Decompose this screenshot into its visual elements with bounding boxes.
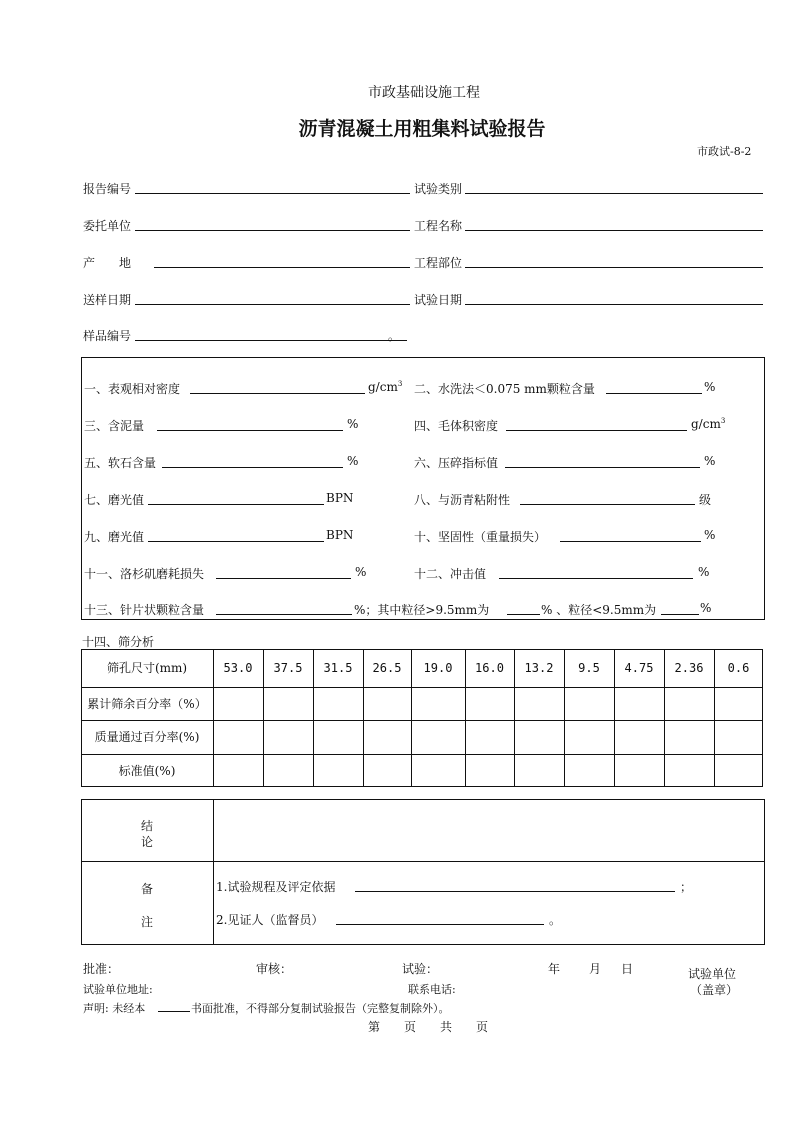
- item-3-field[interactable]: [157, 430, 343, 431]
- declaration-start: 声明: 未经本: [83, 1002, 146, 1015]
- page-counter: 第 页 共 页: [368, 1020, 489, 1034]
- sieve-data-cell[interactable]: [213, 687, 263, 720]
- sieve-size-cell: 13.2: [524, 661, 554, 675]
- item-11-unit: %: [355, 565, 367, 579]
- note-1-label: 1.试验规程及评定依据: [216, 880, 336, 894]
- sieve-data-cell[interactable]: [213, 720, 263, 754]
- item-3-unit: %: [347, 417, 359, 431]
- sieve-data-cell[interactable]: [564, 720, 614, 754]
- item-1-unit: [368, 380, 402, 394]
- sieve-size-cell: 26.5: [372, 661, 402, 675]
- sieve-data-cell[interactable]: [465, 754, 514, 787]
- sieve-data-cell[interactable]: [514, 720, 564, 754]
- sieve-data-cell[interactable]: [213, 754, 263, 787]
- sieve-data-cell[interactable]: [363, 720, 411, 754]
- sieve-data-cell[interactable]: [411, 687, 465, 720]
- project-name-field[interactable]: [465, 230, 763, 231]
- item-3-label: 三、含泥量: [84, 419, 145, 433]
- item-2-field[interactable]: [606, 393, 702, 394]
- sieve-data-cell[interactable]: [514, 754, 564, 787]
- sample-no-label: 样品编号: [83, 329, 132, 343]
- sieve-data-cell[interactable]: [614, 720, 664, 754]
- note-2-field[interactable]: [336, 924, 544, 925]
- item-7-unit: BPN: [326, 491, 354, 505]
- item-9-unit: BPN: [326, 528, 354, 542]
- sample-no-field[interactable]: [135, 340, 407, 341]
- sieve-size-cell: 9.5: [578, 661, 600, 675]
- sieve-data-cell[interactable]: [564, 687, 614, 720]
- item-4-field[interactable]: [506, 430, 687, 431]
- sieve-data-cell[interactable]: [564, 754, 614, 787]
- item-10-label: 十、坚固性（重量损失）: [414, 530, 547, 544]
- item-13-mid: %；其中粒径>9.5mm为: [354, 603, 490, 617]
- sieve-data-cell[interactable]: [664, 720, 714, 754]
- item-13-mid2: % 、粒径<9.5mm为: [541, 603, 657, 617]
- remark-label-2: 注: [141, 915, 154, 929]
- note-1-field[interactable]: [355, 891, 675, 892]
- sieve-row-label: 筛孔尺寸(mm): [106, 661, 188, 675]
- item-6-unit: %: [704, 454, 716, 468]
- item-6-label: 六、压碎指标值: [414, 456, 499, 470]
- remark-label-1: 备: [141, 882, 154, 896]
- item-13-field[interactable]: [216, 614, 352, 615]
- sieve-data-cell[interactable]: [263, 687, 313, 720]
- item-8-field[interactable]: [520, 504, 695, 505]
- item-13-label: 十三、针片状颗粒含量: [84, 603, 205, 617]
- sieve-data-cell[interactable]: [714, 754, 763, 787]
- sieve-row-label: 质量通过百分率(%): [94, 730, 200, 744]
- address-label: 试验单位地址:: [83, 983, 153, 996]
- review-label: 审核：: [256, 962, 293, 976]
- project-name-label: 工程名称: [414, 219, 463, 233]
- client-label: 委托单位: [83, 219, 132, 233]
- test-type-field[interactable]: [465, 193, 763, 194]
- sieve-data-cell[interactable]: [411, 754, 465, 787]
- item-4-label: 四、毛体积密度: [414, 419, 499, 433]
- project-part-field[interactable]: [465, 267, 763, 268]
- sieve-size-cell: 19.0: [423, 661, 453, 675]
- sieve-data-cell[interactable]: [614, 754, 664, 787]
- test-date-label: 试验日期: [414, 293, 463, 307]
- year-label: 年: [548, 962, 561, 976]
- sieve-row-label: 标准值(%): [118, 763, 176, 778]
- sample-date-field[interactable]: [135, 304, 410, 305]
- item-2-unit: %: [704, 380, 716, 394]
- sieve-size-cell: 37.5: [273, 661, 303, 675]
- sieve-data-cell[interactable]: [313, 754, 363, 787]
- sieve-data-cell[interactable]: [263, 754, 313, 787]
- sieve-size-cell: 4.75: [624, 661, 654, 675]
- sieve-data-cell[interactable]: [313, 687, 363, 720]
- sieve-size-cell: 16.0: [475, 661, 504, 675]
- month-label: 月: [589, 962, 602, 976]
- sieve-data-cell[interactable]: [263, 720, 313, 754]
- item-12-label: 十二、冲击值: [414, 567, 487, 581]
- conclusion-divider-v: [213, 799, 214, 944]
- sieve-data-cell[interactable]: [313, 720, 363, 754]
- sieve-data-cell[interactable]: [514, 687, 564, 720]
- project-part-label: 工程部位: [414, 256, 463, 270]
- item-12-field[interactable]: [499, 578, 693, 579]
- conclusion-label-2: 论: [141, 835, 154, 849]
- item-1-label: 一、表观相对密度: [84, 382, 181, 396]
- stamp-label: （盖章）: [690, 983, 739, 997]
- sieve-data-cell[interactable]: [664, 687, 714, 720]
- item-13-field-small[interactable]: [661, 614, 699, 615]
- item-1-unit-sup: 3: [397, 380, 403, 388]
- test-label: 试验：: [402, 962, 439, 976]
- sieve-row-label: 累计筛余百分率（%）: [87, 696, 207, 711]
- item-8-label: 八、与沥青粘附性: [414, 493, 511, 507]
- test-date-field[interactable]: [465, 304, 763, 305]
- sieve-data-cell[interactable]: [411, 720, 465, 754]
- report-no-field[interactable]: [135, 193, 410, 194]
- conclusion-label-1: 结: [141, 819, 154, 833]
- item-13-end: %: [700, 601, 712, 615]
- declaration-field[interactable]: [158, 1011, 190, 1012]
- origin-field[interactable]: [154, 267, 410, 268]
- item-9-field[interactable]: [148, 541, 324, 542]
- sieve-title: 十四、筛分析: [82, 635, 155, 649]
- item-4-unit: [691, 417, 725, 431]
- day-label: 日: [621, 962, 634, 976]
- conclusion-divider-h: [81, 861, 764, 862]
- note-1-end: ；: [680, 880, 693, 894]
- client-field[interactable]: [135, 230, 410, 231]
- test-unit-label: 试验单位: [688, 967, 737, 981]
- sieve-data-cell[interactable]: [714, 720, 763, 754]
- sieve-data-cell[interactable]: [664, 754, 714, 787]
- item-10-unit: %: [704, 528, 716, 542]
- item-11-field[interactable]: [216, 578, 351, 579]
- sample-no-end: 。: [388, 329, 401, 343]
- note-2-end: 。: [549, 913, 562, 927]
- item-1-unit-text: g/cm: [368, 380, 398, 394]
- report-no-label: 报告编号: [83, 182, 132, 196]
- item-13-field-large[interactable]: [507, 614, 540, 615]
- sieve-data-cell[interactable]: [465, 687, 514, 720]
- declaration-end: 书面批准，不得部分复制试验报告（完整复制除外）。: [191, 1002, 450, 1015]
- sieve-data-cell[interactable]: [714, 687, 763, 720]
- item-4-unit-text: g/cm: [691, 417, 721, 431]
- item-12-unit: %: [698, 565, 710, 579]
- sample-date-label: 送样日期: [83, 293, 132, 307]
- item-5-label: 五、软石含量: [84, 456, 157, 470]
- item-2-label: 二、水洗法＜0.075 mm颗粒含量: [414, 382, 595, 396]
- sieve-data-cell[interactable]: [363, 754, 411, 787]
- sieve-size-cell: 2.36: [674, 661, 704, 675]
- test-type-label: 试验类别: [414, 182, 463, 196]
- sieve-size-cell: 31.5: [323, 661, 353, 675]
- sieve-size-cell: 0.6: [727, 661, 750, 675]
- sieve-data-cell[interactable]: [614, 687, 664, 720]
- sieve-size-cell: 53.0: [223, 661, 253, 675]
- item-5-field[interactable]: [162, 467, 343, 468]
- item-7-label: 七、磨光值: [84, 493, 145, 507]
- item-10-field[interactable]: [560, 541, 701, 542]
- note-2-label: 2.见证人（监督员）: [216, 913, 324, 927]
- approve-label: 批准：: [83, 962, 120, 976]
- phone-label: 联系电话:: [408, 983, 456, 996]
- item-8-unit: 级: [699, 493, 712, 507]
- item-1-field[interactable]: [190, 393, 365, 394]
- page-title: 沥青混凝土用粗集料试验报告: [298, 118, 546, 140]
- item-5-unit: %: [347, 454, 359, 468]
- sieve-data-cell[interactable]: [465, 720, 514, 754]
- item-9-label: 九、磨光值: [84, 530, 145, 544]
- form-code: 市政试-8-2: [697, 145, 752, 158]
- item-7-field[interactable]: [148, 504, 324, 505]
- origin-label: 产 地: [83, 256, 132, 270]
- item-11-label: 十一、洛杉矶磨耗损失: [84, 567, 205, 581]
- sieve-data-cell[interactable]: [363, 687, 411, 720]
- item-6-field[interactable]: [505, 467, 700, 468]
- item-4-unit-sup: 3: [720, 417, 726, 425]
- org-title: 市政基础设施工程: [368, 85, 480, 101]
